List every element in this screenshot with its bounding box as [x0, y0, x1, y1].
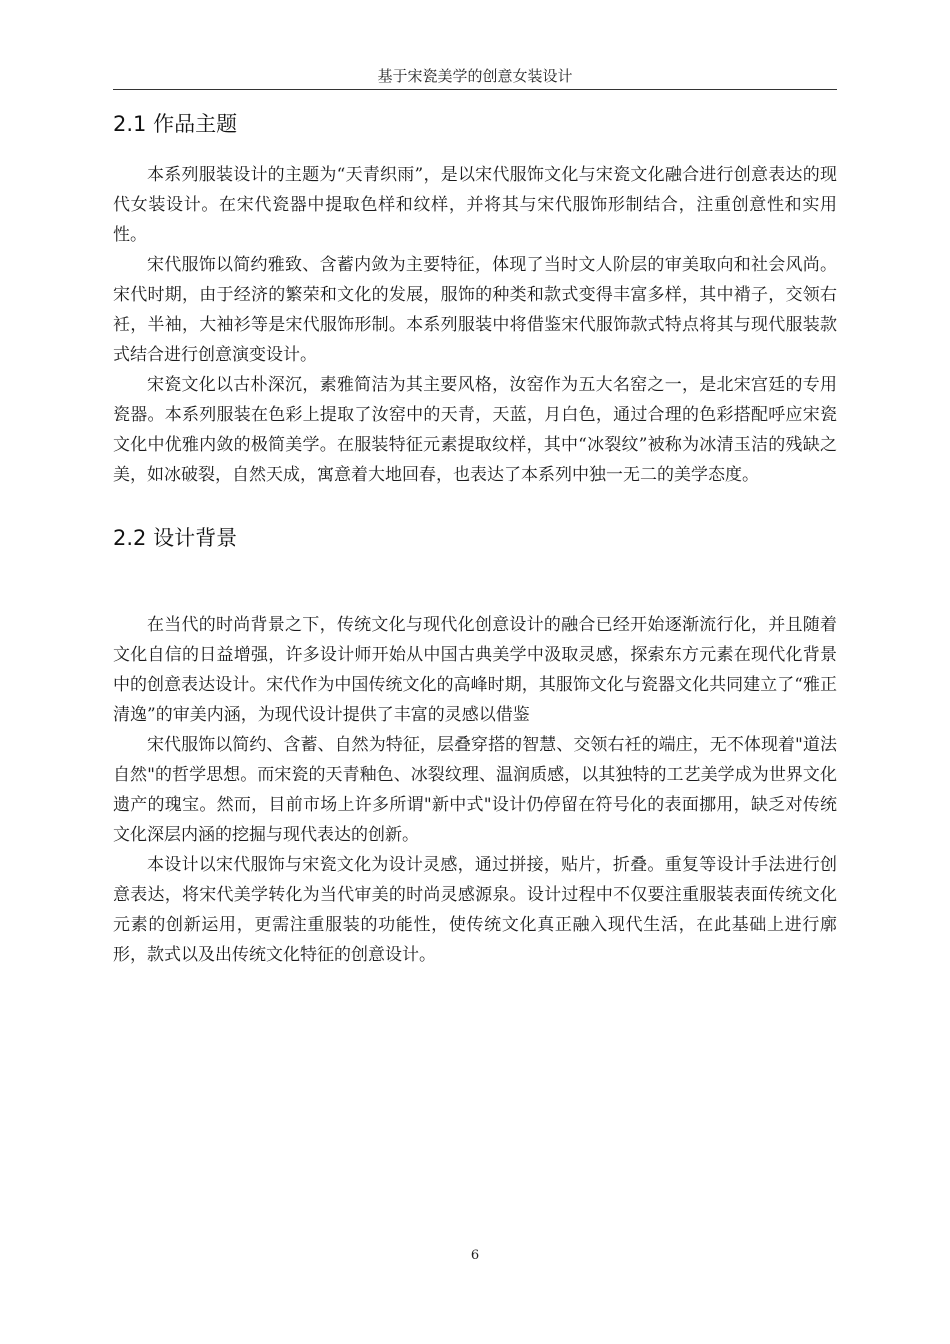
running-header: 基于宋瓷美学的创意女装设计: [377, 67, 573, 85]
paragraph: 在当代的时尚背景之下，传统文化与现代化创意设计的融合已经开始逐渐流行化，并且随着文化自信的日益增强，许多设计师开始从中国古典美学中汲取灵感，探索东方元素在现代化背景中的创意表达设计。宋代作为中国传统文化的高峰时期，其服饰文化与瓷器文化共同建立了“雅正清逸”的审美内涵，为现代设计提供了丰富的灵感以借鉴: [113, 615, 837, 725]
paragraph: 宋代服饰以简约雅致、含蓄内敛为主要特征，体现了当时文人阶层的审美取向和社会风尚。宋代时期，由于经济的繁荣和文化的发展，服饰的种类和款式变得丰富多样，其中褙子，交领右衽，半袖，大袖衫等是宋代服饰形制。本系列服装中将借鉴宋代服饰款式特点将其与现代服装款式结合进行创意演变设计。: [113, 255, 837, 365]
header-rule: [113, 89, 837, 90]
paragraph: 宋瓷文化以古朴深沉，素雅简洁为其主要风格，汝窑作为五大名窑之一，是北宋宫廷的专用瓷器。本系列服装在色彩上提取了汝窑中的天青，天蓝，月白色，通过合理的色彩搭配呼应宋瓷文化中优雅内敛的极简美学。在服装特征元素提取纹样，其中“冰裂纹”被称为冰清玉洁的残缺之美，如冰破裂，自然天成，寓意着大地回春，也表达了本系列中独一无二的美学态度。: [113, 375, 837, 485]
section-heading-2-1: 2.1 作品主题: [113, 112, 238, 136]
paragraph: 本设计以宋代服饰与宋瓷文化为设计灵感，通过拼接，贴片，折叠。重复等设计手法进行创意表达，将宋代美学转化为当代审美的时尚灵感源泉。设计过程中不仅要注重服装表面传统文化元素的创新运用，更需注重服装的功能性，使传统文化真正融入现代生活，在此基础上进行廓形，款式以及出传统文化特征的创意设计。: [113, 855, 837, 965]
paragraph: 本系列服装设计的主题为“天青织雨”，是以宋代服饰文化与宋瓷文化融合进行创意表达的现代女装设计。在宋代瓷器中提取色样和纹样，并将其与宋代服饰形制结合，注重创意性和实用性。: [113, 165, 837, 245]
page-number: 6: [470, 1248, 480, 1263]
section-heading-2-2: 2.2 设计背景: [113, 526, 238, 550]
section-2-2-body: [113, 610, 837, 970]
paragraph: 宋代服饰以简约、含蓄、自然为特征，层叠穿搭的智慧、交领右衽的端庄，无不体现着"道法自然"的哲学思想。而宋瓷的天青釉色、冰裂纹理、温润质感，以其独特的工艺美学成为世界文化遗产的瑰宝。然而，目前市场上许多所谓"新中式"设计仍停留在符号化的表面挪用，缺乏对传统文化深层内涵的挖掘与现代表达的创新。: [113, 735, 837, 845]
page-content: [113, 100, 837, 970]
section-2-1-body: [113, 160, 837, 490]
